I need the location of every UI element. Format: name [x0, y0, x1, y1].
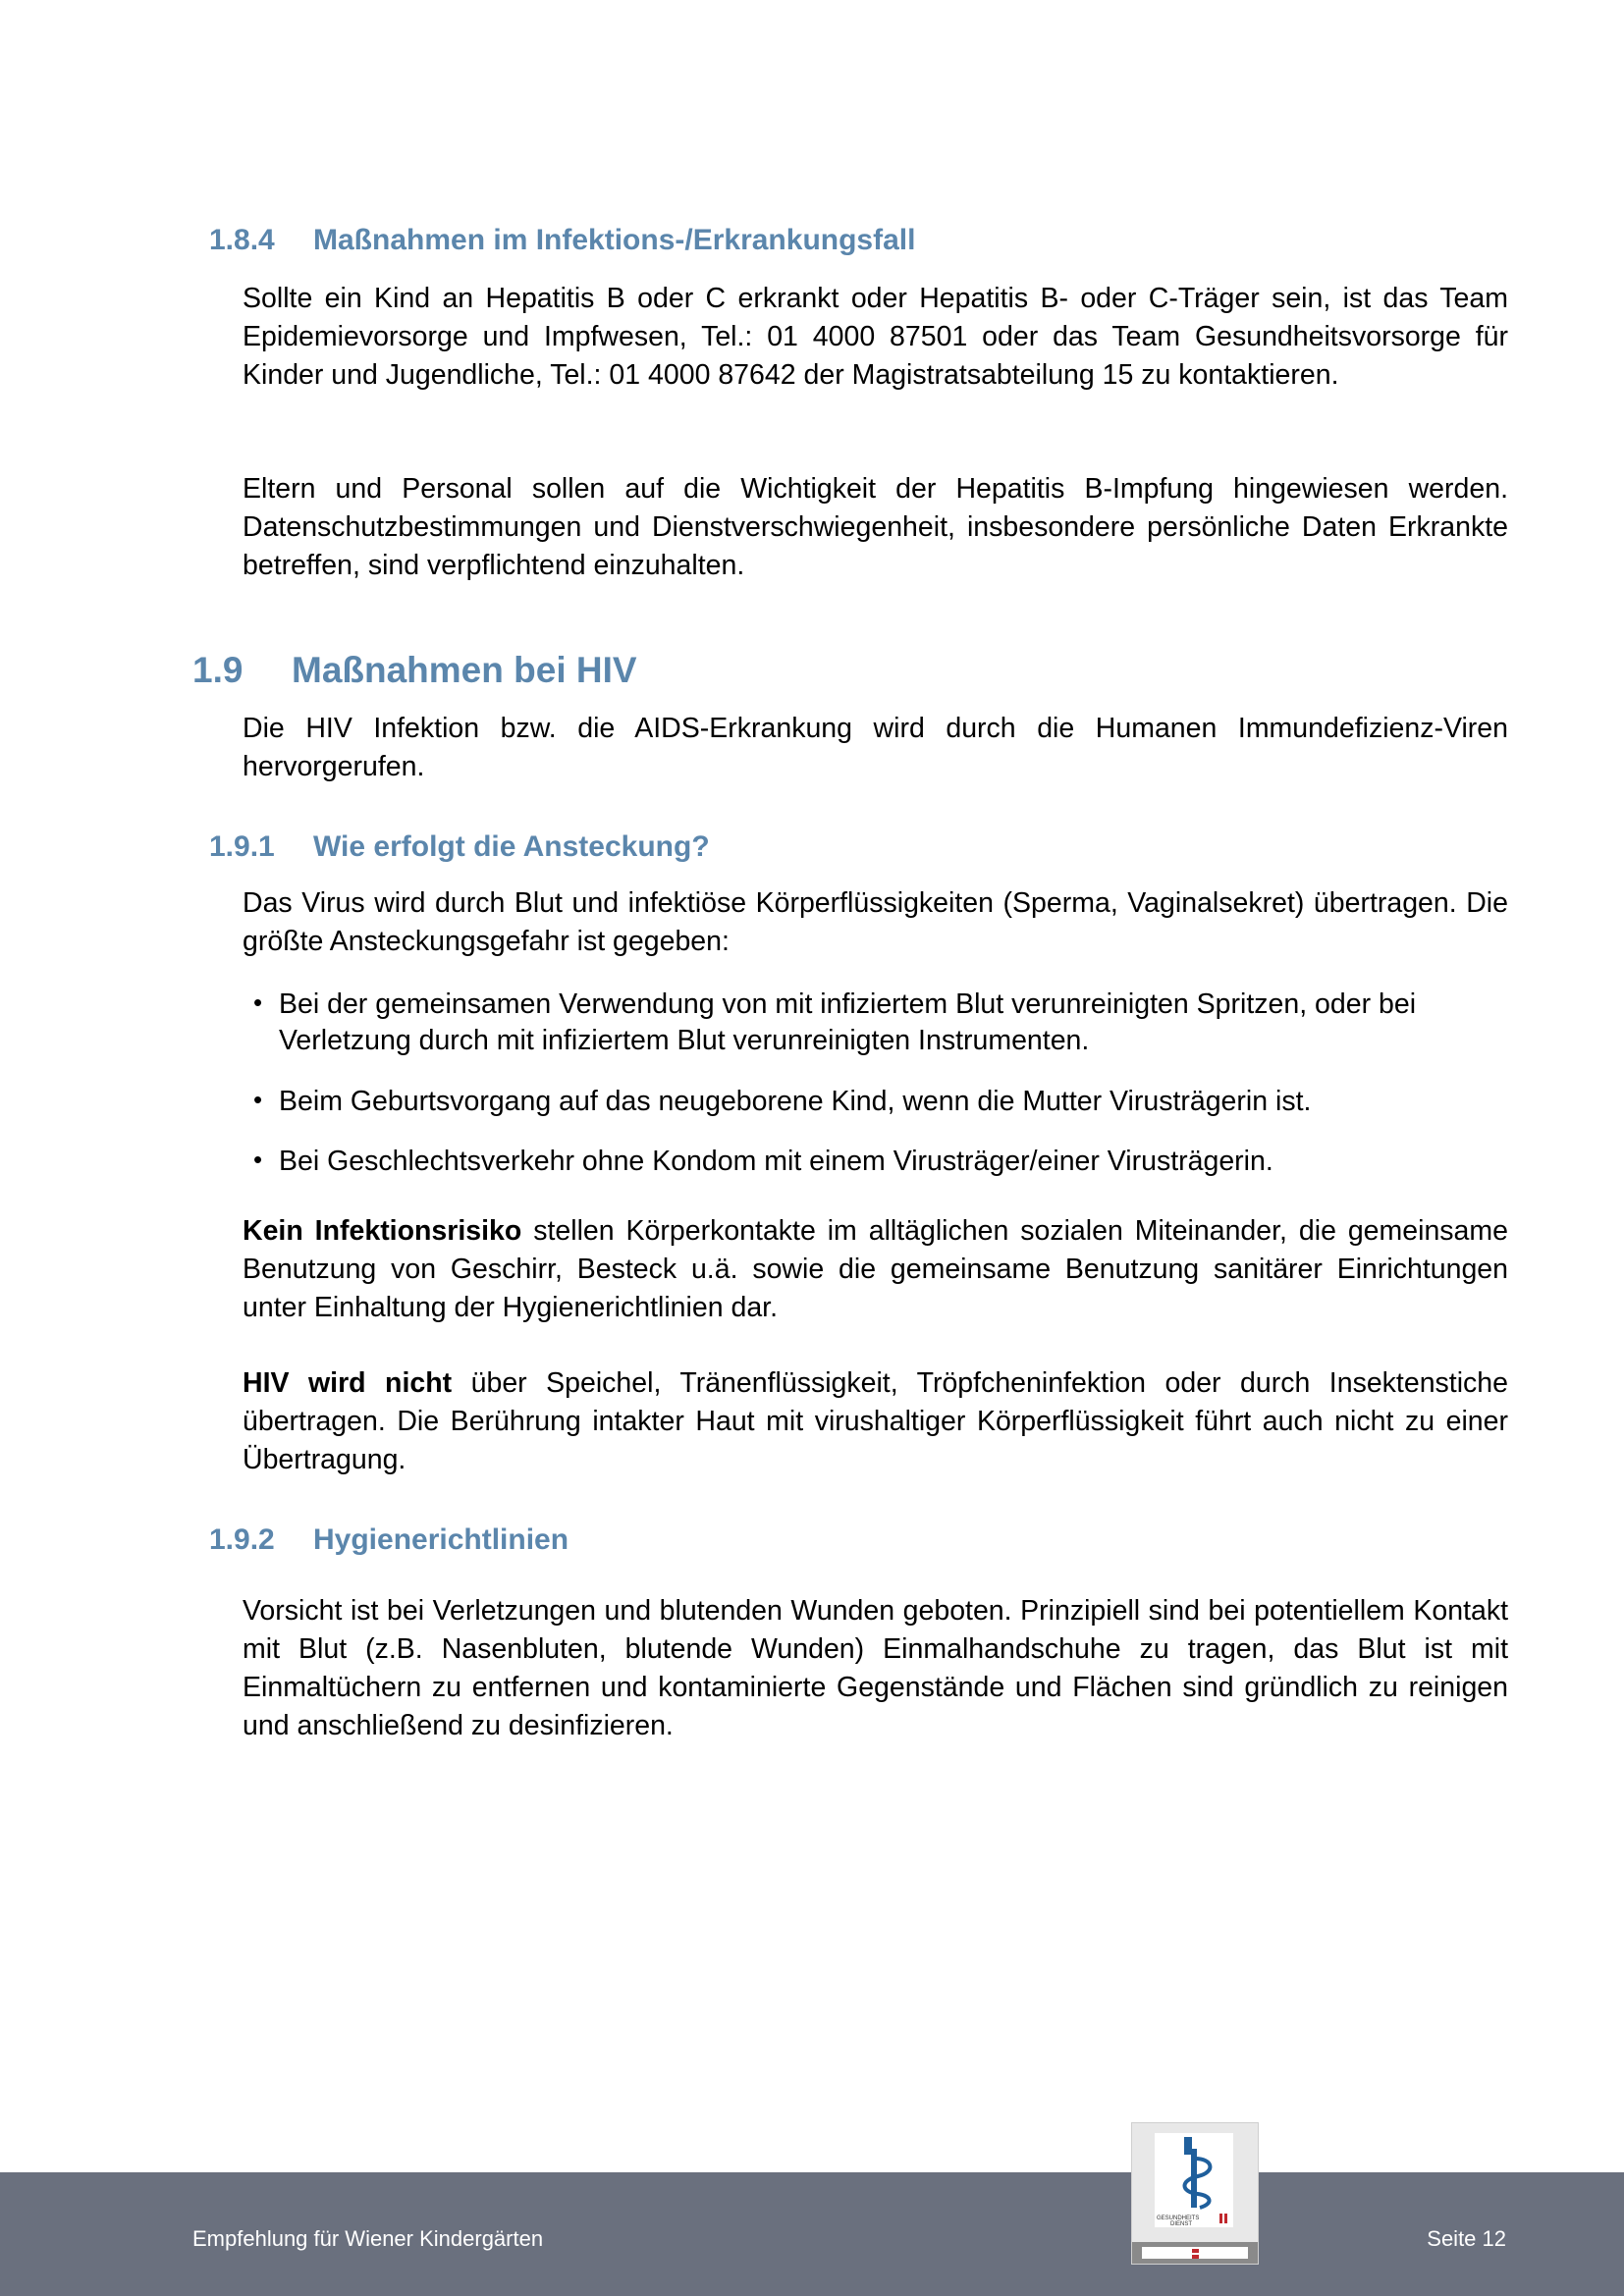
bold-no-risk: Kein Infektionsrisiko — [243, 1215, 522, 1247]
staff-of-asclepius-icon — [1155, 2133, 1233, 2227]
paragraph-hiv-not-text: über Speichel, Tränenflüssigkeit, Tröpfcheninfektion oder durch Insektenstiche übertragen. Die Berührung intakter Haut mit virushaltiger Körperflüssigkeit führt auch nicht zu einer Übertragung. — [243, 1367, 1508, 1475]
heading-number: 1.9.1 — [209, 830, 275, 863]
page-number: Seite 12 — [1427, 2226, 1506, 2251]
page-footer — [0, 2172, 1624, 2296]
paragraph-hiv-intro: Die HIV Infektion bzw. die AIDS-Erkrankung wird durch die Humanen Immundefizienz-Viren hervorgerufen. — [243, 713, 1508, 782]
heading-1-9-2 — [209, 1523, 568, 1557]
paragraph-hiv-not-transmitted — [243, 1364, 1508, 1479]
heading-title: Wie erfolgt die Ansteckung? — [313, 830, 710, 863]
paragraph-no-risk — [243, 1212, 1508, 1327]
gesundheitsdienst-logo — [1131, 2122, 1259, 2265]
heading-number: 1.9.2 — [209, 1523, 275, 1556]
heading-1-9-1 — [209, 830, 710, 864]
list-item-text: Bei Geschlechtsverkehr ohne Kondom mit einem Virusträger/einer Virusträgerin. — [279, 1146, 1273, 1177]
list-item-text: Bei der gemeinsamen Verwendung von mit infiziertem Blut verunreinigten Spritzen, oder bei Verletzung durch mit infiziertem Blut verunreinigten Instrumenten. — [279, 988, 1417, 1056]
heading-number: 1.9 — [192, 650, 244, 690]
bullet-icon: • — [253, 988, 263, 1017]
paragraph-hygiene: Vorsicht ist bei Verletzungen und blutenden Wunden geboten. Prinzipiell sind bei potentiellem Kontakt mit Blut (z.B. Nasenbluten, blutende Wunden) Einmalhandschuhe zu tragen, das Blut ist mit Einmaltüchern zu entfernen und kontaminierte Gegenstände und Flächen sind gründlich zu reinigen und anschließend zu desinfizieren. — [243, 1595, 1508, 1741]
logo-band — [1132, 2242, 1258, 2264]
vienna-crest-icon — [1142, 2248, 1248, 2260]
paragraph-no-risk-text: stellen Körperkontakte im alltäglichen sozialen Miteinander, die gemeinsame Benutzung von Geschirr, Besteck u.ä. sowie die gemeinsame Benutzung sanitärer Einrichtungen unter Einhaltung der Hygienerichtlinien dar. — [243, 1215, 1509, 1323]
heading-1-8-4 — [209, 224, 915, 257]
paragraph-hepatitis-vaccination: Eltern und Personal sollen auf die Wichtigkeit der Hepatitis B-Impfung hingewiesen werden. Datenschutzbestimmungen und Dienstverschwiegenheit, insbesondere persönliche Daten Erkrankte betreffen, sind verpflichtend einzuhalten. — [243, 473, 1508, 581]
heading-title: Hygienerichtlinien — [313, 1523, 569, 1556]
list-item — [253, 1144, 1508, 1180]
logo-strip — [1142, 2247, 1248, 2259]
list-item — [253, 987, 1508, 1059]
heading-title: Maßnahmen bei HIV — [292, 650, 637, 690]
paragraph-hepatitis-contact: Sollte ein Kind an Hepatitis B oder C erkrankt oder Hepatitis B- oder C-Träger sein, ist das Team Epidemievorsorge und Impfwesen, Tel.: 01 4000 87501 oder das Team Gesundheitsvorsorge für Kinder und Jugendliche, Tel.: 01 4000 87642 der Magistratsabteilung 15 zu kontaktieren. — [243, 283, 1508, 391]
bullet-icon: • — [253, 1085, 263, 1114]
logo-emblem — [1155, 2133, 1233, 2227]
bullet-icon: • — [253, 1145, 263, 1174]
list-item-text: Beim Geburtsvorgang auf das neugeborene Kind, wenn die Mutter Virusträgerin ist. — [279, 1086, 1312, 1117]
footer-title: Empfehlung für Wiener Kindergärten — [192, 2226, 544, 2251]
paragraph-transmission-intro: Das Virus wird durch Blut und infektiöse Körperflüssigkeiten (Sperma, Vaginalsekret) übertragen. Die größte Ansteckungsgefahr ist gegeben: — [243, 887, 1508, 957]
list-item — [253, 1084, 1508, 1120]
heading-1-9 — [192, 650, 637, 691]
heading-title: Maßnahmen im Infektions-/Erkrankungsfall — [313, 224, 916, 256]
bold-hiv-not: HIV wird nicht — [243, 1367, 453, 1399]
svg-text:DIENST: DIENST — [1170, 2221, 1193, 2227]
svg-text:GESUNDHEITS: GESUNDHEITS — [1157, 2216, 1200, 2221]
heading-number: 1.8.4 — [209, 224, 275, 256]
